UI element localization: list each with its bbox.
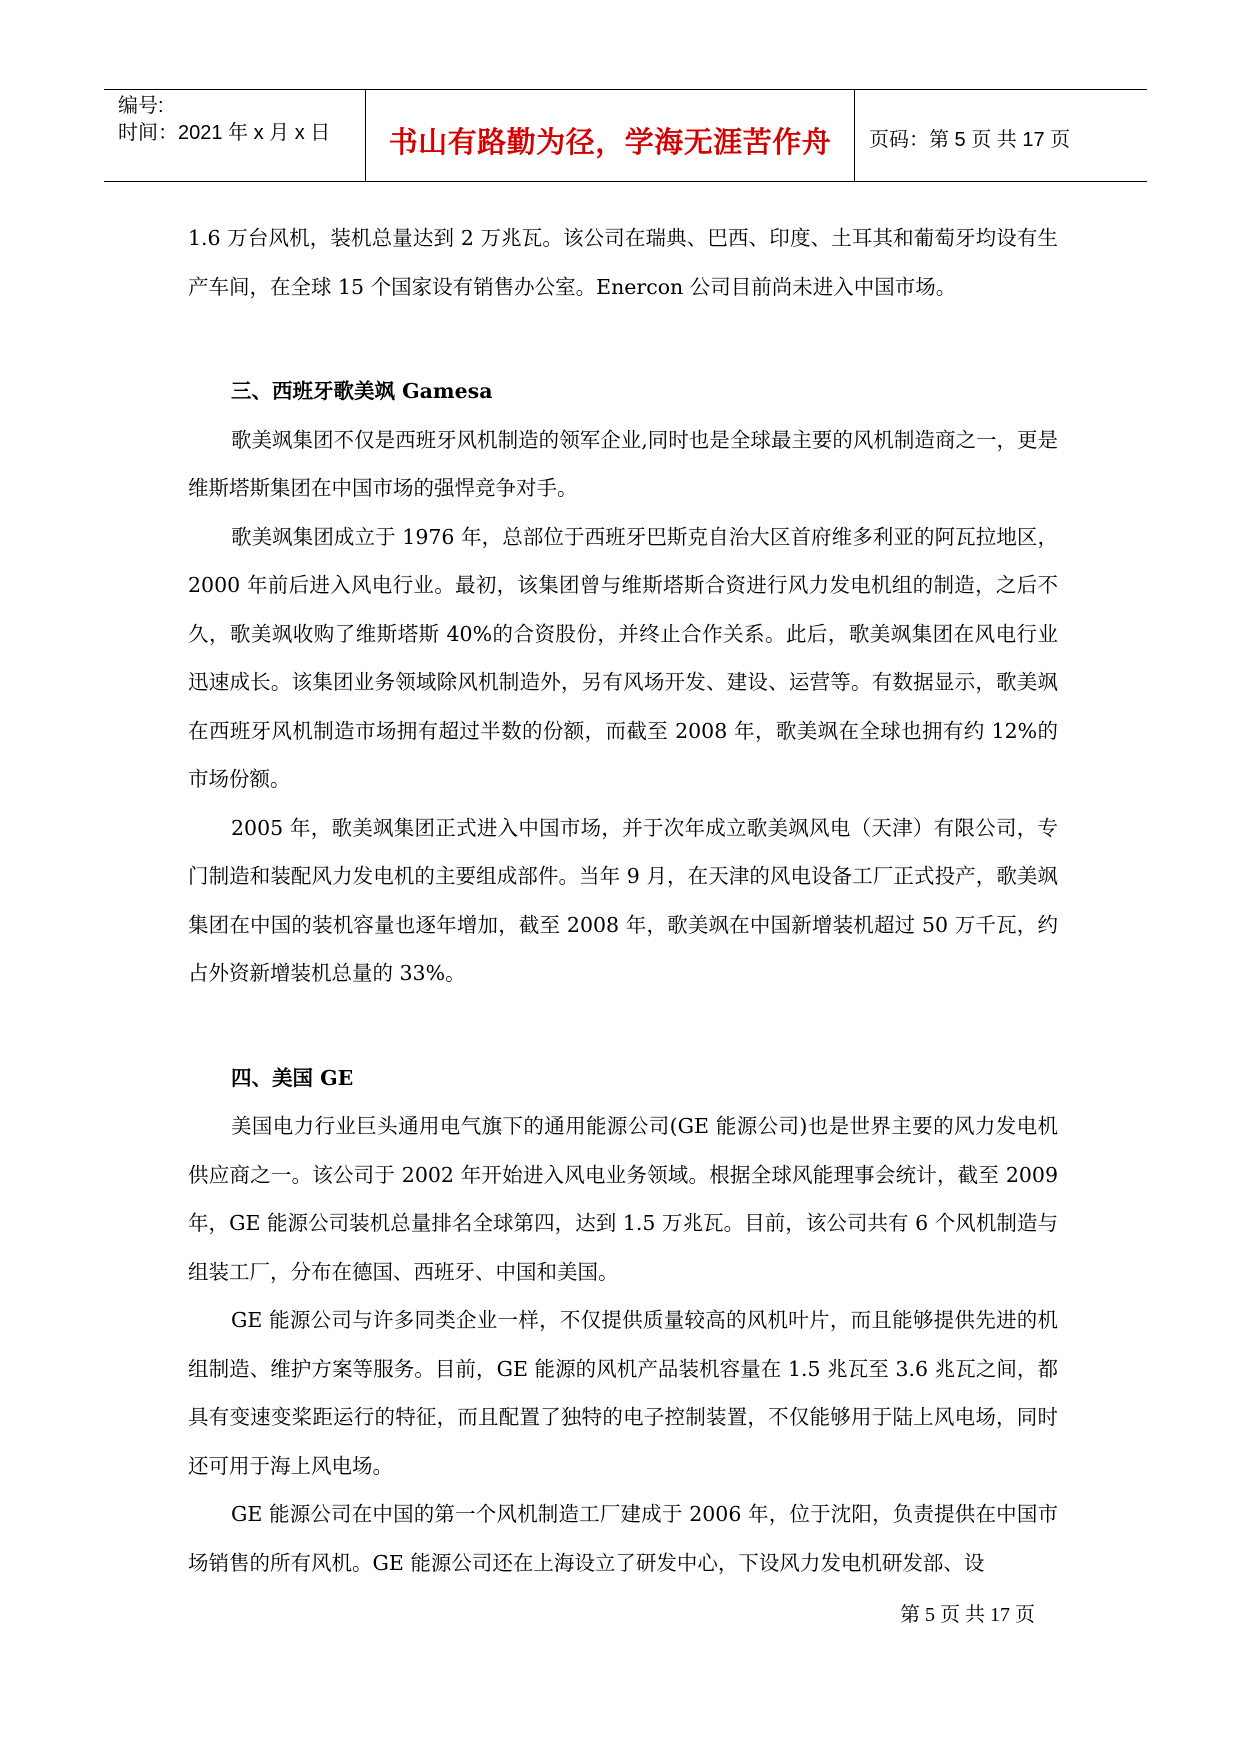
header-motto-cell xyxy=(366,90,855,181)
header-motto: 书山有路勤为径，学海无涯苦作舟 xyxy=(388,127,832,159)
header-page-cell xyxy=(855,90,1147,181)
paragraph-gamesa-overview: 歌美飒集团不仅是西班牙风机制造的领军企业,同时也是全球最主要的风机制造商之一，更是维斯塔斯集团在中国市场的强悍竞争对手。 xyxy=(188,427,1058,500)
document-time-label: 时间：2021 年 x 月 x 日 xyxy=(118,122,331,144)
header-page-number: 页码：第 5 页 共 17 页 xyxy=(869,129,1071,151)
paragraph-ge-china: GE 能源公司在中国的第一个风机制造工厂建成于 2006 年，位于沈阳，负责提供在中国市场销售的所有风机。GE 能源公司还在上海设立了研发中心，下设风力发电机研发部、设 xyxy=(188,1502,1058,1575)
paragraph-ge-products: GE 能源公司与许多同类企业一样，不仅提供质量较高的风机叶片，而且能够提供先进的机组制造、维护方案等服务。目前，GE 能源的风机产品装机容量在 1.5 兆瓦至 3.6 兆瓦之间，都具有变速变桨距运行的特征，而且配置了独特的电子控制装置，不仅能够用于陆上风电场，同时还可用于海上风电场。 xyxy=(188,1308,1058,1478)
page-header xyxy=(104,89,1147,182)
section-heading-ge: 四、美国 GE xyxy=(231,1065,354,1090)
section-heading-gamesa: 三、西班牙歌美飒 Gamesa xyxy=(231,379,493,403)
paragraph-ge-overview: 美国电力行业巨头通用电气旗下的通用能源公司(GE 能源公司)也是世界主要的风力发电机供应商之一。该公司于 2002 年开始进入风电业务领域。根据全球风能理事会统计，截至 2009 年，GE 能源公司装机总量排名全球第四，达到 1.5 万兆瓦。目前，该公司共有 6 个风机制造与组装工厂，分布在德国、西班牙、中国和美国。 xyxy=(188,1114,1058,1284)
document-body xyxy=(188,214,1058,1587)
section-spacer xyxy=(188,998,1058,1054)
paragraph-gamesa-history: 歌美飒集团成立于 1976 年，总部位于西班牙巴斯克自治大区首府维多利亚的阿瓦拉地区，2000 年前后进入风电行业。最初，该集团曾与维斯塔斯合资进行风力发电机组的制造，之后不久，歌美飒收购了维斯塔斯 40%的合资股份，并终止合作关系。此后，歌美飒集团在风电行业迅速成长。该集团业务领域除风机制造外，另有风场开发、建设、运营等。有数据显示，歌美飒在西班牙风机制造市场拥有超过半数的份额，而截至 2008 年，歌美飒在全球也拥有约 12%的市场份额。 xyxy=(188,524,1058,791)
header-meta-cell xyxy=(104,90,366,181)
document-number-label: 编号: xyxy=(118,95,164,117)
section-spacer xyxy=(188,311,1058,367)
paragraph-enercon-continued: 1.6 万台风机，装机总量达到 2 万兆瓦。该公司在瑞典、巴西、印度、土耳其和葡萄牙均设有生产车间，在全球 15 个国家设有销售办公室。Enercon 公司目前尚未进入中国市场。 xyxy=(188,226,1058,299)
page-footer-number: 第 5 页 共 17 页 xyxy=(900,1604,1035,1626)
paragraph-gamesa-china: 2005 年，歌美飒集团正式进入中国市场，并于次年成立歌美飒风电（天津）有限公司，专门制造和装配风力发电机的主要组成部件。当年 9 月，在天津的风电设备工厂正式投产，歌美飒集团在中国的装机容量也逐年增加，截至 2008 年，歌美飒在中国新增装机超过 50 万千瓦，约占外资新增装机总量的 33%。 xyxy=(188,815,1058,985)
